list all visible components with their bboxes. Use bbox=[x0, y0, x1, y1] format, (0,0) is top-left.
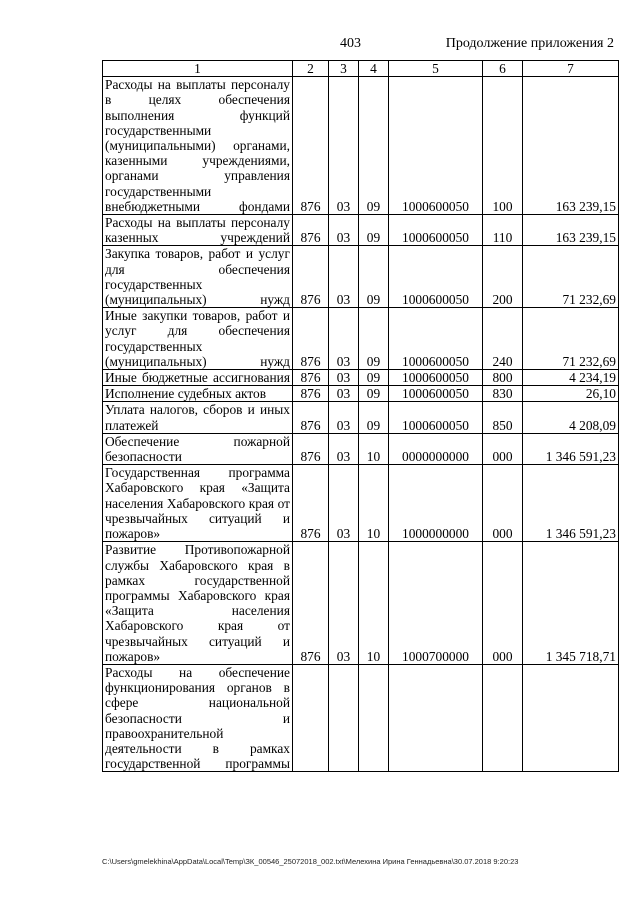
row-subsection: 09 bbox=[359, 215, 389, 246]
table-row bbox=[103, 370, 619, 386]
row-code: 876 bbox=[293, 402, 329, 433]
row-code: 876 bbox=[293, 246, 329, 308]
row-name: Иные бюджетные ассигнования bbox=[103, 370, 293, 386]
continuation-label: Продолжение приложения 2 bbox=[445, 36, 614, 51]
row-name: Иные закупки товаров, работ и услуг для обеспечения государственных (муниципальных) нужд bbox=[103, 308, 293, 370]
row-name: Обеспечение пожарной безопасности bbox=[103, 433, 293, 464]
row-name: Государственная программа Хабаровского края «Защита населения Хабаровского края от чрезвычайных ситуаций и пожаров» bbox=[103, 465, 293, 542]
column-header: 2 bbox=[293, 61, 329, 77]
row-amount bbox=[523, 664, 619, 771]
row-subsection: 10 bbox=[359, 542, 389, 665]
row-target: 1000600050 bbox=[389, 402, 483, 433]
row-target: 1000600050 bbox=[389, 215, 483, 246]
table-row bbox=[103, 215, 619, 246]
row-target: 1000600050 bbox=[389, 77, 483, 215]
row-target: 1000600050 bbox=[389, 246, 483, 308]
row-section: 03 bbox=[329, 308, 359, 370]
row-type: 850 bbox=[483, 402, 523, 433]
table-body bbox=[103, 77, 619, 772]
row-code: 876 bbox=[293, 386, 329, 402]
column-header: 1 bbox=[103, 61, 293, 77]
row-name: Исполнение судебных актов bbox=[103, 386, 293, 402]
row-name: Развитие Противопожарной службы Хабаровского края в рамках государственной программы Хабаровского края «Защита населения Хабаровского края от чрезвычайных ситуаций и пожаров» bbox=[103, 542, 293, 665]
row-code: 876 bbox=[293, 77, 329, 215]
row-amount: 4 234,19 bbox=[523, 370, 619, 386]
row-subsection: 09 bbox=[359, 308, 389, 370]
row-amount: 1 346 591,23 bbox=[523, 433, 619, 464]
column-header: 5 bbox=[389, 61, 483, 77]
table-row bbox=[103, 308, 619, 370]
row-type: 830 bbox=[483, 386, 523, 402]
row-name: Расходы на выплаты персоналу казенных учреждений bbox=[103, 215, 293, 246]
row-subsection: 09 bbox=[359, 77, 389, 215]
column-header: 6 bbox=[483, 61, 523, 77]
row-section: 03 bbox=[329, 77, 359, 215]
row-code: 876 bbox=[293, 465, 329, 542]
row-target: 1000600050 bbox=[389, 386, 483, 402]
column-header: 4 bbox=[359, 61, 389, 77]
row-amount: 26,10 bbox=[523, 386, 619, 402]
row-type: 240 bbox=[483, 308, 523, 370]
row-amount: 71 232,69 bbox=[523, 246, 619, 308]
row-target: 1000700000 bbox=[389, 542, 483, 665]
table-row bbox=[103, 77, 619, 215]
row-type: 000 bbox=[483, 465, 523, 542]
row-subsection: 09 bbox=[359, 386, 389, 402]
row-subsection: 09 bbox=[359, 370, 389, 386]
column-header: 3 bbox=[329, 61, 359, 77]
row-name: Расходы на выплаты персоналу в целях обеспечения выполнения функций государственными (муниципальными) органами, казенными учреждениями, органами управления государственными внебюджетными фондами bbox=[103, 77, 293, 215]
row-amount: 4 208,09 bbox=[523, 402, 619, 433]
row-name: Уплата налогов, сборов и иных платежей bbox=[103, 402, 293, 433]
row-name: Закупка товаров, работ и услуг для обеспечения государственных (муниципальных) нужд bbox=[103, 246, 293, 308]
row-target: 1000600050 bbox=[389, 308, 483, 370]
table-row bbox=[103, 386, 619, 402]
row-type: 800 bbox=[483, 370, 523, 386]
row-code bbox=[293, 664, 329, 771]
row-target: 1000000000 bbox=[389, 465, 483, 542]
table-row bbox=[103, 433, 619, 464]
row-code: 876 bbox=[293, 433, 329, 464]
row-code: 876 bbox=[293, 308, 329, 370]
row-subsection: 09 bbox=[359, 402, 389, 433]
row-code: 876 bbox=[293, 370, 329, 386]
column-header: 7 bbox=[523, 61, 619, 77]
row-type: 000 bbox=[483, 433, 523, 464]
page-number: 403 bbox=[340, 36, 361, 51]
row-type: 000 bbox=[483, 542, 523, 665]
row-amount: 71 232,69 bbox=[523, 308, 619, 370]
table-header-row bbox=[103, 61, 619, 77]
row-section bbox=[329, 664, 359, 771]
table-row bbox=[103, 664, 619, 771]
row-section: 03 bbox=[329, 386, 359, 402]
row-section: 03 bbox=[329, 246, 359, 308]
row-section: 03 bbox=[329, 433, 359, 464]
row-name: Расходы на обеспечение функционирования органов в сфере национальной безопасности и правоохранительной деятельности в рамках государственной программы bbox=[103, 664, 293, 771]
row-target: 0000000000 bbox=[389, 433, 483, 464]
row-section: 03 bbox=[329, 402, 359, 433]
file-path-footer: C:\Users\gmelekhina\AppData\Local\Temp\ЗК_00546_25072018_002.txt\Мелехина Ирина Геннадьевна\30.07.2018 9:20:23 bbox=[102, 857, 519, 866]
row-amount: 1 345 718,71 bbox=[523, 542, 619, 665]
budget-table bbox=[102, 60, 619, 772]
table-row bbox=[103, 465, 619, 542]
table-row bbox=[103, 246, 619, 308]
row-code: 876 bbox=[293, 542, 329, 665]
row-section: 03 bbox=[329, 465, 359, 542]
row-code: 876 bbox=[293, 215, 329, 246]
row-amount: 163 239,15 bbox=[523, 215, 619, 246]
row-section: 03 bbox=[329, 215, 359, 246]
row-subsection: 10 bbox=[359, 465, 389, 542]
row-section: 03 bbox=[329, 370, 359, 386]
row-type bbox=[483, 664, 523, 771]
row-type: 200 bbox=[483, 246, 523, 308]
row-type: 110 bbox=[483, 215, 523, 246]
table-row bbox=[103, 542, 619, 665]
row-type: 100 bbox=[483, 77, 523, 215]
row-subsection: 10 bbox=[359, 433, 389, 464]
row-amount: 1 346 591,23 bbox=[523, 465, 619, 542]
table-row bbox=[103, 402, 619, 433]
row-section: 03 bbox=[329, 542, 359, 665]
row-target bbox=[389, 664, 483, 771]
row-target: 1000600050 bbox=[389, 370, 483, 386]
row-amount: 163 239,15 bbox=[523, 77, 619, 215]
row-subsection bbox=[359, 664, 389, 771]
row-subsection: 09 bbox=[359, 246, 389, 308]
